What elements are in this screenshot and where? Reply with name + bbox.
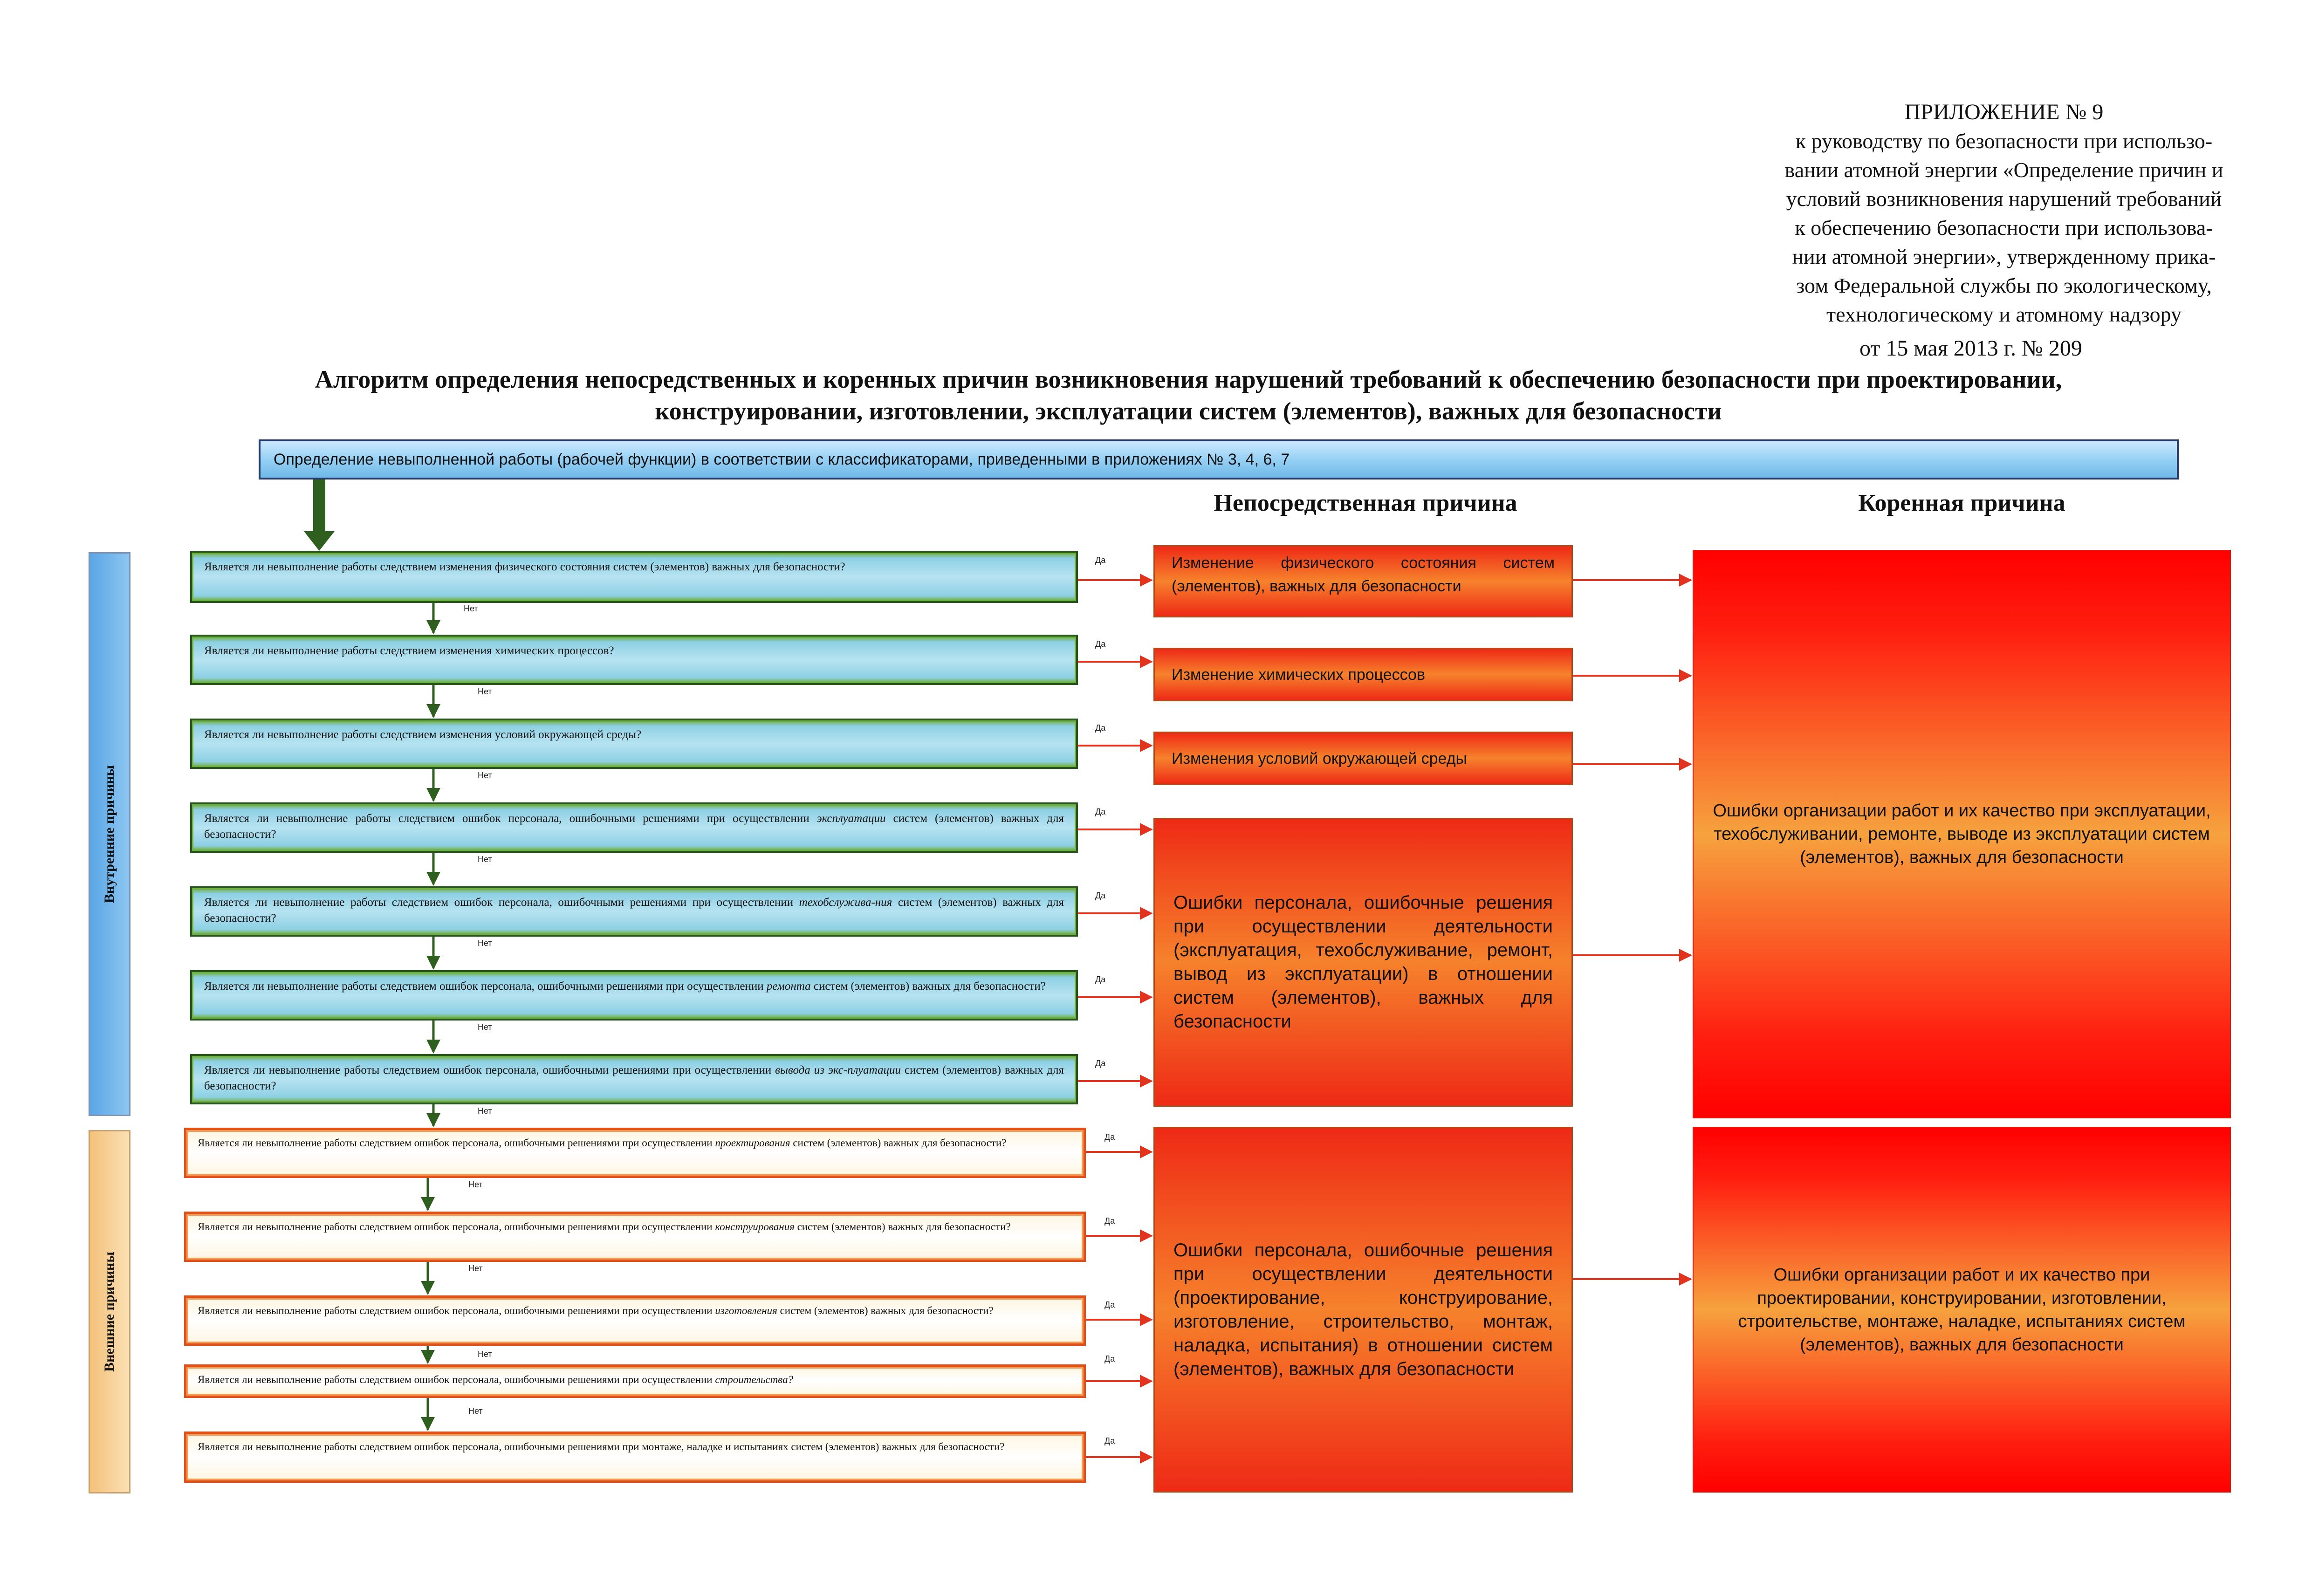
question-text: Является ли невыполнение работы следствием ошибок персонала, ошибочными решениями при осуществлении — [198, 1305, 715, 1316]
root-cause-design: Ошибки организации работ и их качество при проектировании, конструировании, изготовлении, строительстве, монтаже, наладке, испытаниях систем (элементов), важных для безопасности — [1693, 1127, 2231, 1493]
yes-label: Да — [1095, 723, 1106, 733]
start-box: Определение невыполненной работы (рабочей функции) в соответствии с классификаторами, приведенными в приложениях № 3, 4, 6, 7 — [259, 439, 2179, 479]
external-question-box — [184, 1128, 1086, 1178]
immediate-cause-physical: Изменение физического состояния систем (элементов), важных для безопасности — [1153, 545, 1573, 617]
yes-label: Да — [1105, 1354, 1115, 1363]
page-title-line: конструировании, изготовлении, эксплуатации систем (элементов), важных для безопасности — [655, 397, 1722, 425]
immediate-cause-text: Ошибки персонала, ошибочные решения при осуществлении деятельности (эксплуатация, техобслуживание, ремонт, вывод из эксплуатации) в отношении систем (элементов), важных для безопасности — [1173, 892, 1553, 1032]
question-text: Является ли невыполнение работы следствием ошибок персонала, ошибочными решениями при осуществлении — [204, 1064, 775, 1076]
yes-label: Да — [1095, 891, 1106, 900]
question-text: Является ли невыполнение работы следствием ошибок персонала, ошибочными решениями при осуществлении — [198, 1374, 715, 1385]
no-label: Нет — [468, 1406, 483, 1416]
question-emphasis: вывода из экс-плуатации — [775, 1064, 901, 1076]
no-label: Нет — [464, 604, 478, 613]
external-causes-label: Внешние причины — [102, 1252, 117, 1372]
question-emphasis: проектирования — [715, 1137, 790, 1149]
yes-label: Да — [1095, 807, 1106, 816]
internal-causes-label: Внутренние причины — [102, 765, 117, 904]
internal-question-box — [190, 719, 1078, 769]
annex-line: нии атомной энергии», утвержденному прика- — [1792, 245, 2216, 268]
question-text: Является ли невыполнение работы следствием изменения физического состояния систем (элементов) важных для безопасности? — [204, 561, 845, 573]
no-label: Нет — [478, 771, 492, 780]
annex-header — [1715, 98, 2293, 329]
internal-causes-band — [89, 552, 130, 1116]
immediate-cause-chemical: Изменение химических процессов — [1153, 648, 1573, 701]
immediate-cause-text: Ошибки персонала, ошибочные решения при осуществлении деятельности (проектирование, конструирование, изготовление, строительство, монтаж, наладка, испытания) в отношении систем (элементов), важных для безопасности — [1173, 1240, 1553, 1379]
internal-question-box — [190, 551, 1078, 603]
external-question-box — [184, 1295, 1086, 1346]
no-label: Нет — [478, 1349, 492, 1359]
immediate-cause-operation-errors — [1153, 818, 1573, 1107]
root-cause-operation: Ошибки организации работ и их качество при эксплуатации, техобслуживании, ремонте, выводе из эксплуатации систем (элементов), важных для безопасности — [1693, 550, 2231, 1118]
question-text: систем (элементов) важных для безопасности? — [204, 812, 1064, 841]
question-text: систем (элементов) важных для безопасности? — [204, 1064, 1064, 1092]
annex-line: вании атомной энергии «Определение причин и — [1784, 158, 2223, 182]
immediate-cause-design-errors — [1153, 1127, 1573, 1493]
yes-label: Да — [1095, 1059, 1106, 1068]
no-label: Нет — [468, 1180, 483, 1189]
question-text: Является ли невыполнение работы следствием ошибок персонала, ошибочными решениями при осуществлении — [204, 896, 799, 909]
immediate-cause-environment: Изменения условий окружающей среды — [1153, 732, 1573, 785]
annex-line: к обеспечению безопасности при использова- — [1795, 216, 2213, 240]
internal-question-box — [190, 1054, 1078, 1104]
no-label: Нет — [478, 938, 492, 948]
no-label: Нет — [478, 1106, 492, 1116]
question-emphasis: ремонта — [766, 980, 811, 993]
question-text: Является ли невыполнение работы следствием ошибок персонала, ошибочными решениями при осуществлении — [198, 1137, 715, 1149]
no-label: Нет — [478, 687, 492, 696]
external-question-box — [184, 1212, 1086, 1262]
annex-title: ПРИЛОЖЕНИЕ № 9 — [1904, 100, 2104, 124]
annex-date: от 15 мая 2013 г. № 209 — [1859, 336, 2082, 361]
question-emphasis: эксплуатации — [816, 812, 886, 825]
yes-label: Да — [1095, 639, 1106, 649]
question-text: Является ли невыполнение работы следствием ошибок персонала, ошибочными решениями при осуществлении — [204, 812, 817, 825]
question-text: Является ли невыполнение работы следствием изменения условий окружающей среды? — [204, 728, 642, 741]
no-label: Нет — [478, 1022, 492, 1032]
internal-question-box — [190, 970, 1078, 1021]
page-title — [210, 363, 2167, 427]
yes-label: Да — [1105, 1132, 1115, 1142]
page-title-line: Алгоритм определения непосредственных и коренных причин возникновения нарушений требований к обеспечению безопасности при проектировании, — [315, 365, 2062, 393]
question-text: систем (элементов) важных для безопасности? — [777, 1305, 994, 1316]
external-question-box — [184, 1364, 1086, 1398]
question-text: Является ли невыполнение работы следствием изменения химических процессов? — [204, 644, 614, 657]
internal-question-box — [190, 802, 1078, 853]
annex-line: условий возникновения нарушений требований — [1786, 187, 2222, 211]
question-emphasis: конструирования — [715, 1221, 795, 1233]
question-text: систем (элементов) важных для безопасности? — [790, 1137, 1007, 1149]
no-label: Нет — [468, 1264, 483, 1273]
no-label: Нет — [478, 855, 492, 864]
annex-line: к руководству по безопасности при использо- — [1795, 129, 2213, 153]
external-question-box — [184, 1432, 1086, 1483]
yes-label: Да — [1105, 1300, 1115, 1309]
question-text: Является ли невыполнение работы следствием ошибок персонала, ошибочными решениями при осуществлении — [204, 980, 767, 993]
question-text: систем (элементов) важных для безопасности? — [794, 1221, 1011, 1233]
external-causes-band — [89, 1130, 130, 1493]
yes-label: Да — [1095, 555, 1106, 565]
question-emphasis: строительства? — [715, 1374, 794, 1385]
yes-label: Да — [1105, 1216, 1115, 1226]
entry-arrow — [304, 479, 335, 551]
yes-label: Да — [1105, 1436, 1115, 1445]
question-text: систем (элементов) важных для безопасности? — [810, 980, 1046, 993]
internal-question-box — [190, 635, 1078, 685]
column-header-immediate: Непосредственная причина — [1214, 490, 1517, 516]
column-header-root: Коренная причина — [1858, 490, 2065, 516]
question-emphasis: техобслужива-ния — [799, 896, 892, 909]
yes-label: Да — [1095, 975, 1106, 984]
annex-line: зом Федеральной службы по экологическому, — [1796, 274, 2212, 297]
annex-line: технологическому и атомному надзору — [1826, 302, 2182, 326]
question-text: систем (элементов) важных для безопасности? — [204, 896, 1064, 925]
internal-question-box — [190, 886, 1078, 937]
question-text: Является ли невыполнение работы следствием ошибок персонала, ошибочными решениями при осуществлении — [198, 1221, 715, 1233]
question-emphasis: изготовления — [715, 1305, 777, 1316]
question-text: Является ли невыполнение работы следствием ошибок персонала, ошибочными решениями при монтаже, наладке и испытаниях систем (элементов) важных для безопасности? — [198, 1441, 1005, 1452]
